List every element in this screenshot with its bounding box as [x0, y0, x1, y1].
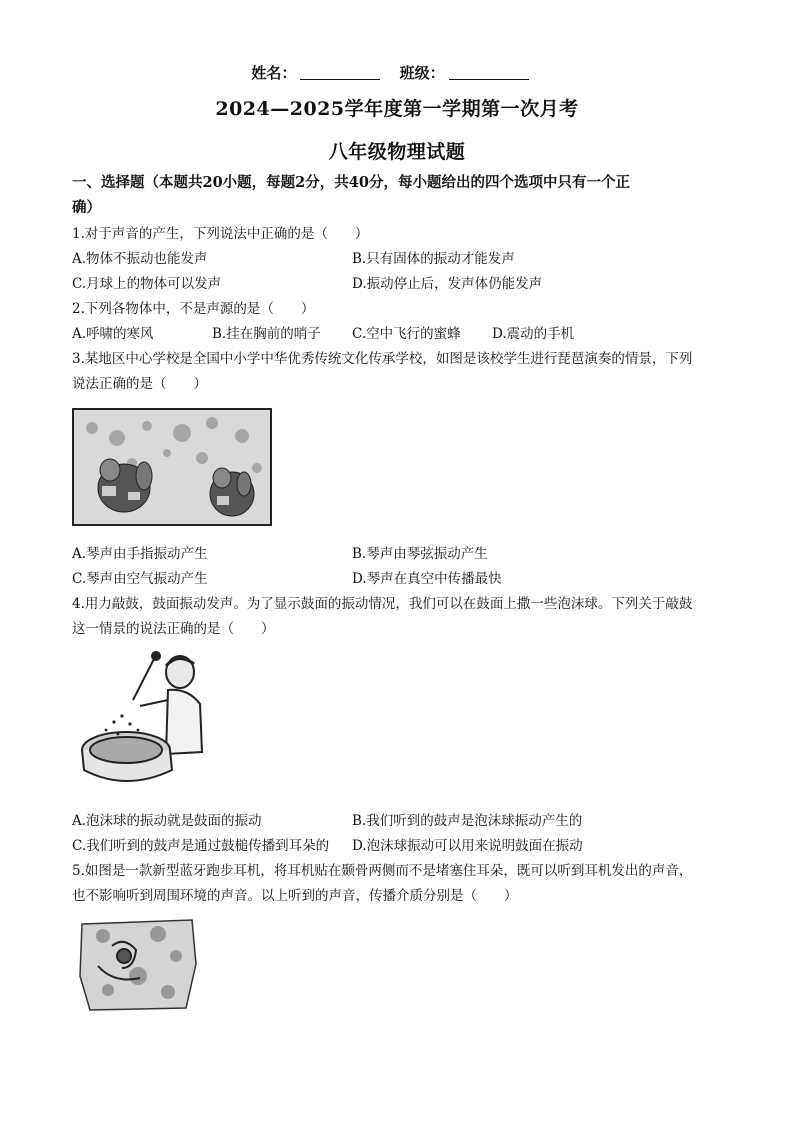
- q2-option-a[interactable]: A.呼啸的寒风: [72, 326, 154, 342]
- student-info-line: [0, 62, 794, 83]
- q1-option-b[interactable]: B.只有固体的振动才能发声: [352, 251, 515, 267]
- q2-option-d[interactable]: D.震动的手机: [492, 326, 575, 342]
- class-blank[interactable]: [449, 65, 529, 80]
- section-heading: 一、选择题（本题共20小题，每题2分，共40分，每小题给出的四个选项中只有一个正: [72, 174, 630, 191]
- q2-option-b[interactable]: B.挂在胸前的哨子: [212, 326, 321, 342]
- q1-option-a[interactable]: A.物体不振动也能发声: [72, 251, 208, 267]
- q3-option-a[interactable]: A.琴声由手指振动产生: [72, 546, 208, 562]
- q4-option-a[interactable]: A.泡沫球的振动就是鼓面的振动: [72, 813, 262, 829]
- q3-option-d[interactable]: D.琴声在真空中传播最快: [352, 571, 502, 587]
- question-3-stem-cont: 说法正确的是（ ）: [72, 376, 207, 392]
- question-3-stem: 3.某地区中心学校是全国中小学中华优秀传统文化传承学校，如图是该校学生进行琵琶演奏的情景，下列: [72, 351, 693, 367]
- exam-subtitle: 八年级物理试题: [328, 141, 466, 163]
- q2-option-c[interactable]: C.空中飞行的蜜蜂: [352, 326, 461, 342]
- bone-conduction-headphone-figure: [78, 916, 198, 1012]
- section-heading-cont: 确）: [72, 199, 101, 216]
- question-4-stem-cont: 这一情景的说法正确的是（ ）: [72, 621, 275, 637]
- question-2-stem: 2.下列各物体中，不是声源的是（ ）: [72, 301, 315, 317]
- pipa-performance-figure: [72, 408, 272, 526]
- exam-title: 2024—2025学年度第一学期第一次月考: [215, 98, 579, 120]
- q4-option-b[interactable]: B.我们听到的鼓声是泡沫球振动产生的: [352, 813, 583, 829]
- q1-option-c[interactable]: C.月球上的物体可以发声: [72, 276, 222, 292]
- question-1-stem: 1.对于声音的产生，下列说法中正确的是（ ）: [72, 226, 369, 242]
- q3-option-b[interactable]: B.琴声由琴弦振动产生: [352, 546, 488, 562]
- q4-option-c[interactable]: C.我们听到的鼓声是通过鼓槌传播到耳朵的: [72, 838, 330, 854]
- q3-option-c[interactable]: C.琴声由空气振动产生: [72, 571, 208, 587]
- name-blank[interactable]: [300, 65, 380, 80]
- name-label: 姓名：: [251, 64, 297, 82]
- question-5-stem-cont: 也不影响听到周围环境的声音。以上听到的声音，传播介质分别是（ ）: [72, 888, 518, 904]
- class-label: 班级：: [399, 64, 445, 82]
- drum-experiment-figure: [78, 650, 213, 795]
- q4-option-d[interactable]: D.泡沫球振动可以用来说明鼓面在振动: [352, 838, 583, 854]
- question-5-stem: 5.如图是一款新型蓝牙跑步耳机，将耳机贴在颞骨两侧而不是堵塞住耳朵，既可以听到耳机发出的声音，: [72, 863, 693, 879]
- q1-option-d[interactable]: D.振动停止后，发声体仍能发声: [352, 276, 543, 292]
- question-4-stem: 4.用力敲鼓，鼓面振动发声。为了显示鼓面的振动情况，我们可以在鼓面上撒一些泡沫球。下列关于敲鼓: [72, 596, 693, 612]
